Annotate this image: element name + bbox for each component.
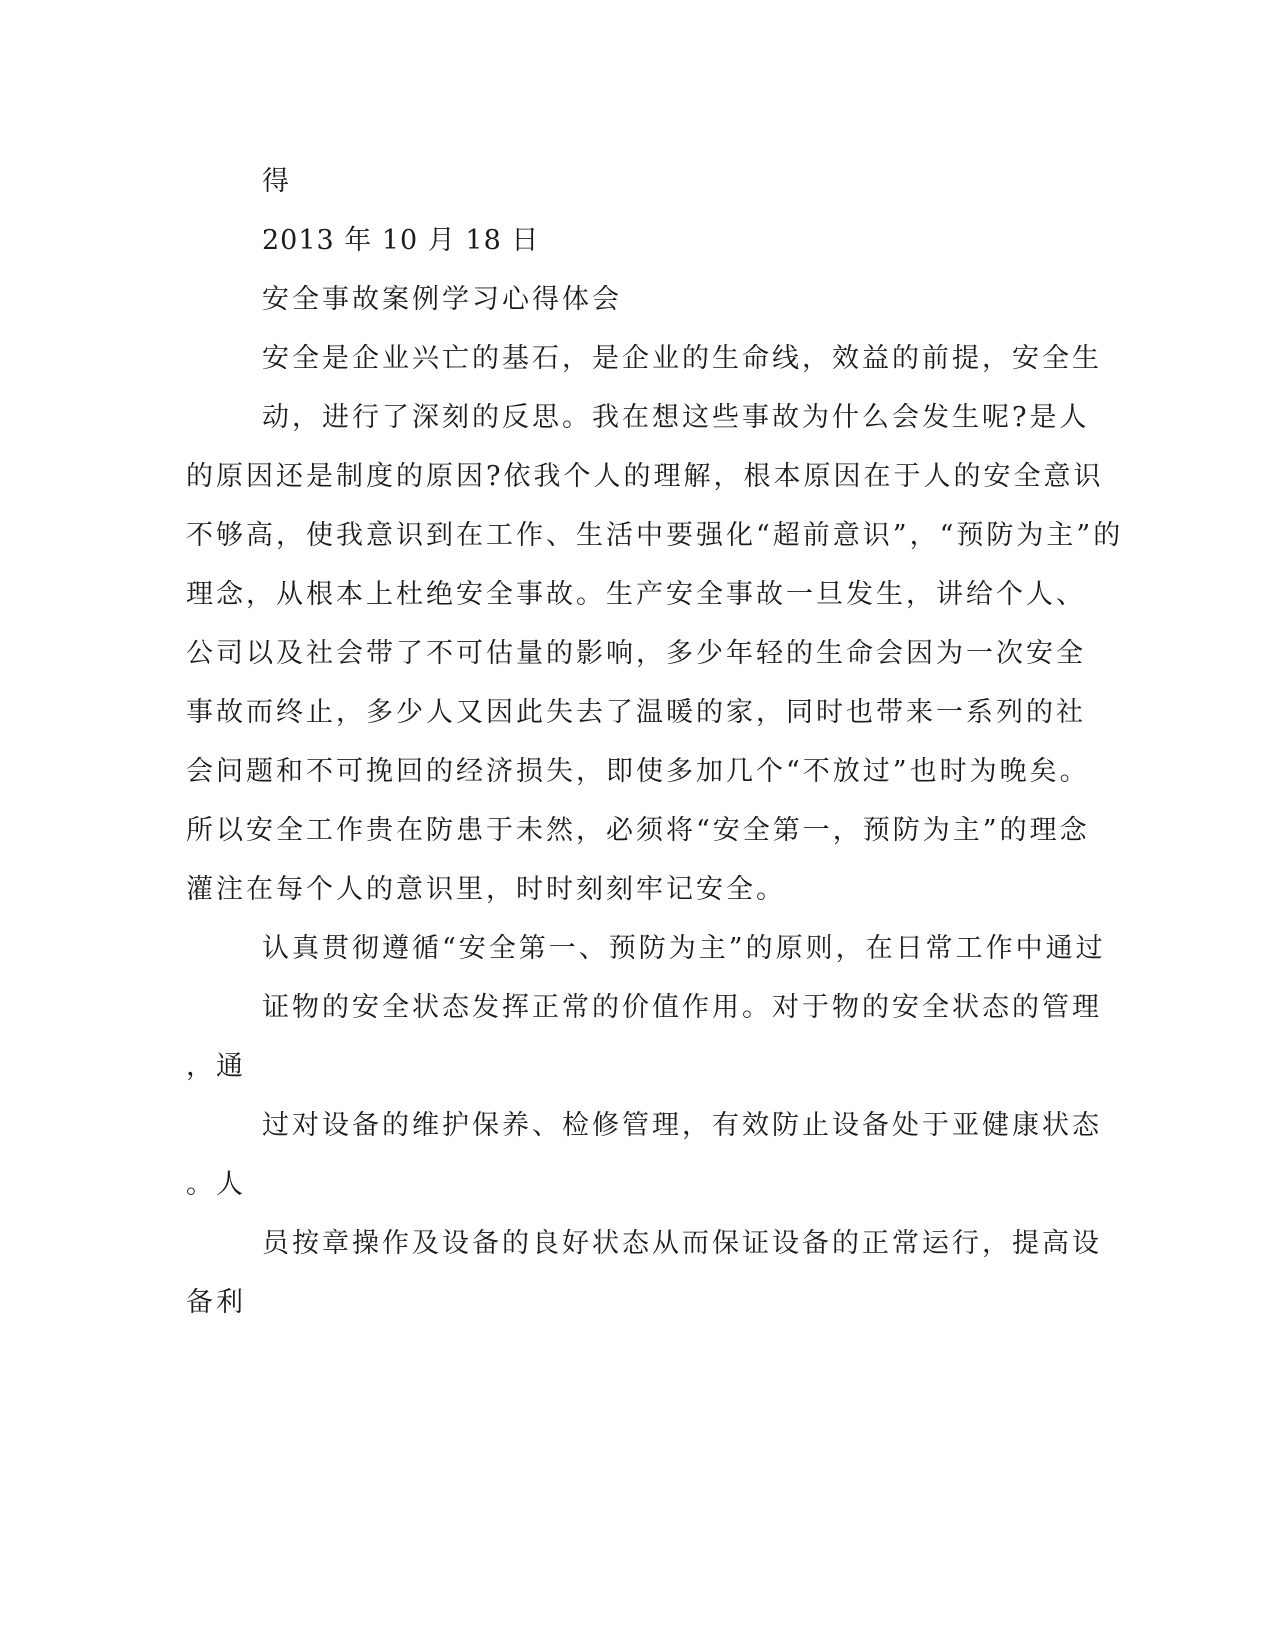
paragraph-line: 动，进行了深刻的反思。我在想这些事故为什么会发生呢?是人 [262,402,1090,433]
paragraph-line: 会问题和不可挽回的经济损失，即使多加几个“不放过”也时为晚矣。 [186,756,1090,787]
document-title: 安全事故案例学习心得体会 [262,284,622,315]
paragraph-line: 安全是企业兴亡的基石，是企业的生命线，效益的前提，安全生 [262,343,1102,374]
paragraph-line: 员按章操作及设备的良好状态从而保证设备的正常运行，提高设 [262,1228,1102,1259]
text-line-fragment: 得 [262,166,292,197]
paragraph-line: ，通 [186,1051,246,1082]
paragraph-line: 的原因还是制度的原因?依我个人的理解，根本原因在于人的安全意识 [186,461,1104,492]
paragraph-line: 公司以及社会带了不可估量的影响，多少年轻的生命会因为一次安全 [186,638,1086,669]
paragraph-line: 。人 [186,1169,246,1200]
paragraph-line: 过对设备的维护保养、检修管理，有效防止设备处于亚健康状态 [262,1110,1102,1141]
paragraph-line: 灌注在每个人的意识里，时时刻刻牢记安全。 [186,874,786,905]
paragraph-line: 不够高，使我意识到在工作、生活中要强化“超前意识”，“预防为主”的 [186,520,1124,551]
document-date: 2013 年 10 月 18 日 [262,225,540,256]
paragraph-line: 所以安全工作贵在防患于未然，必须将“安全第一，预防为主”的理念 [186,815,1090,846]
paragraph-line: 认真贯彻遵循“安全第一、预防为主”的原则，在日常工作中通过 [262,933,1106,964]
paragraph-line: 证物的安全状态发挥正常的价值作用。对于物的安全状态的管理 [262,992,1102,1023]
paragraph-line: 备利 [186,1287,246,1318]
paragraph-line: 事故而终止，多少人又因此失去了温暖的家，同时也带来一系列的社 [186,697,1086,728]
paragraph-line: 理念，从根本上杜绝安全事故。生产安全事故一旦发生，讲给个人、 [186,579,1086,610]
